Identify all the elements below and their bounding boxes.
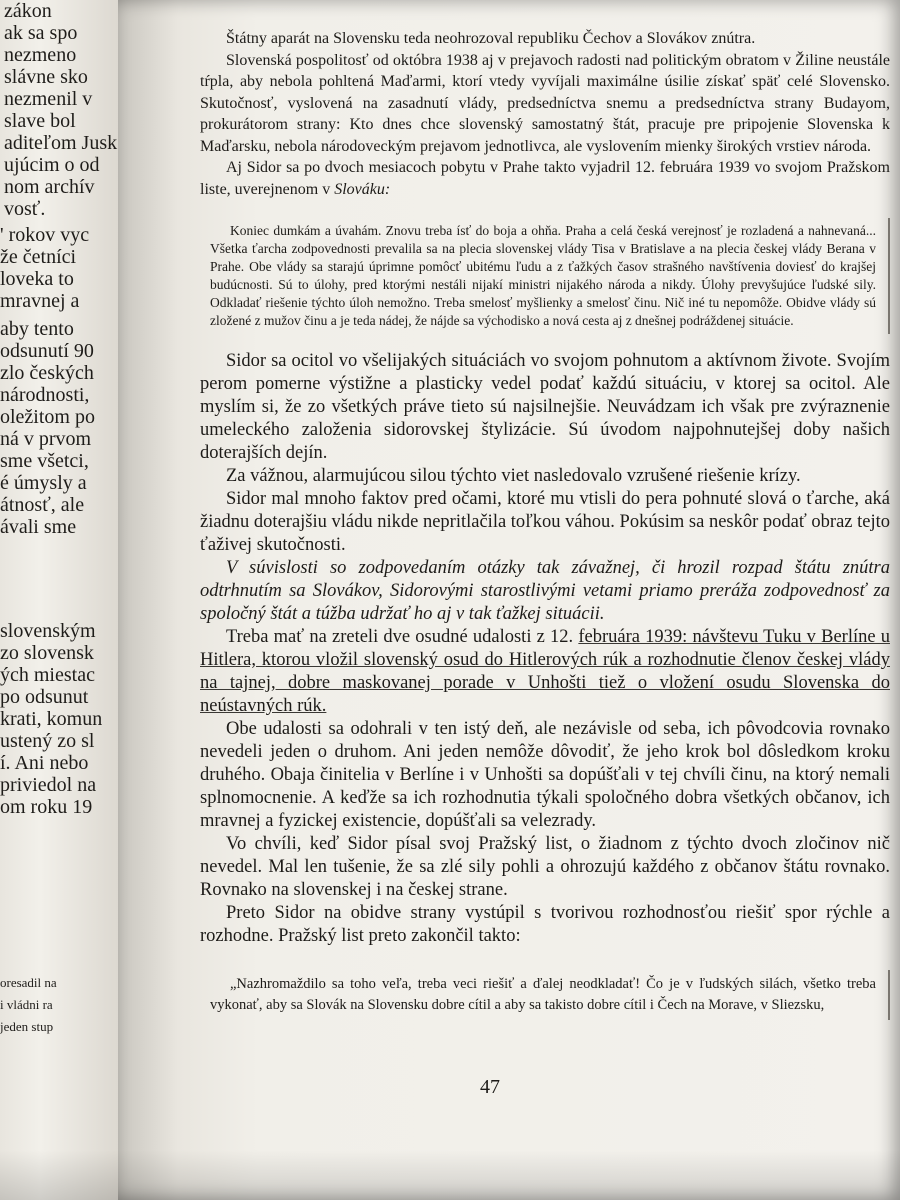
underlined-text: februára 1939: návštevu Tuku v Berlíne u Hitlera, ktorou vložil slovenský osud do Hitlerových rúk a rozhodnutie členov českej vlády na tajnej, dobre maskovanej porade v Unhošti tiež o vložení osudu Slovenska do neústavných rúk.: [200, 627, 890, 716]
left-page-line: priviedol na: [0, 774, 97, 796]
left-page-line: zákon: [4, 0, 52, 22]
left-page-line: om roku 19: [0, 796, 93, 818]
left-page-line: ustený zo sl: [0, 730, 95, 752]
left-page-line: krati, komun: [0, 708, 103, 730]
page-shadow: [0, 1150, 900, 1200]
paragraph: [200, 626, 890, 718]
left-page-line: národnosti,: [0, 384, 90, 406]
paragraph: [200, 157, 890, 200]
left-page-line: zlo českých: [0, 362, 94, 384]
events-intro: Treba mať na zreteli dve osudné udalosti z 12.: [226, 627, 579, 647]
page-text: [200, 28, 890, 1036]
left-page-line: loveka to: [0, 268, 74, 290]
left-page-line: zo slovensk: [0, 642, 94, 664]
left-page-line: aby tento: [0, 318, 74, 340]
left-page-line: sme všetci,: [0, 450, 89, 472]
quote-block: [200, 970, 890, 1020]
left-page-line: ak sa spo: [4, 22, 78, 44]
left-page-line: oresadil na: [0, 975, 57, 990]
page-number: 47: [480, 1076, 500, 1098]
left-page-line: nezmeno: [4, 44, 77, 66]
quote-text: „Nazhromaždilo sa toho veľa, treba veci riešiť a ďalej neodkladať! Čo je v ľudských silách, všetko treba vykonať, aby sa Slovák na Slovensku dobre cítil a aby sa takisto dobre cítil i Čech na Morave, v Sliezsku,: [210, 976, 876, 1013]
left-page-line: nom archív: [4, 176, 95, 198]
paragraph: Za vážnou, alarmujúcou silou týchto viet nasledovalo vzrušené riešenie krízy.: [226, 466, 801, 486]
quote-block: [200, 218, 890, 334]
paragraph: Vo chvíli, keď Sidor písal svoj Pražský list, o žiadnom z týchto dvoch zločinov nič nevedel. Mal len tušenie, že sa zlé sily pohli a ohrozujú každého z občanov štátu rovnako. Rovnako na slovenskej i na českej strane.: [200, 834, 890, 900]
quote-text: Koniec dumkám a úvahám. Znovu treba ísť do boja a ohňa. Praha a celá česká verejnosť je rozladená a nahnevaná... Všetka ťarcha zodpovednosti prevalila sa na plecia slovenskej vlády Tisa v Bratislave a na plecia českej vlády Berana v Prahe. Obe vlády sa starajú úprimne pomôcť ubitému ľudu a z ťažkých časov strašného navštívenia doviesť do krajšej budúcnosti. Sú to úlohy, pred ktorými nestáli nijakí ministri nijakého národa a nikdy. Úlohy prevyšujúce ľudské sily. Odkladať riešenie týchto úloh nemožno. Treba smelosť myšlienky a smelosť činu. Nič iné tu nepomôže. Obidve vlády sú zložené z mužov činu a je teda nádej, že nájde sa východisko a nová cesta aj z dnešnej podráždenej situácie.: [210, 223, 876, 328]
left-page-line: í. Ani nebo: [0, 752, 89, 774]
left-page-line: ávali sme: [0, 516, 77, 538]
left-page-line: ná v prvom: [0, 428, 92, 450]
left-page-line: é úmysly a: [0, 472, 87, 494]
left-page-line: aditeľom Jusk: [4, 132, 118, 154]
paragraph: Sidor mal mnoho faktov pred očami, ktoré mu vtisli do pera pohnuté slová o ťarche, aká žiadnu doterajšiu vládu nikde nepritlačila toľkou váhou. Pokúsim sa neskôr podať obraz tejto ťaživej skutočnosti.: [200, 489, 890, 555]
paragraph: Obe udalosti sa odohrali v ten istý deň, ale nezávisle od seba, ich pôvodcovia rovnako nevedeli jeden o druhom. Ani jeden nemôže dôvodiť, že jeho krok bol dôsledkom kroku druhého. Obaja činitelia v Berlíne i v Unhošti sa dopúšťali v tej chvíli činu, na ktorý nemali splnomocnenie. A keďže sa ich rozhodnutia týkali spoločného dobra všetkých občanov, ich mravnej a fyzickej existencie, dopúšťali sa velezrady.: [200, 719, 890, 831]
left-page-line: ých miestac: [0, 664, 95, 686]
left-page-line: jeden stup: [0, 1019, 54, 1034]
paragraph: Preto Sidor na obidve strany vystúpil s tvorivou rozhodnosťou riešiť spor rýchle a rozhodne. Pražský list preto zakončil takto:: [200, 903, 890, 946]
left-page-line: ' rokov vyc: [0, 224, 90, 246]
left-page-line: ujúcim o od: [4, 154, 100, 176]
newspaper-title: Slováku:: [334, 180, 391, 198]
paragraph: Štátny aparát na Slovensku teda neohrozoval republiku Čechov a Slovákov znútra.: [226, 30, 756, 47]
sidor-intro: Aj Sidor sa po dvoch mesiacoch pobytu v Prahe takto vyjadril 12. februára 1939 vo svojom Pražskom liste, uverejnenom v: [200, 159, 890, 198]
left-page-line: odsunutí 90: [0, 340, 94, 362]
italic-paragraph: V súvislosti so zodpovedaním otázky tak závažnej, či hrozil rozpad štátu znútra odtrhnutím sa Slovákov, Sidorovými starostlivými vetami priamo preráža zodpovednosť za spoločný štát a túžba udržať ho aj v tak ťažkej situácii.: [200, 558, 890, 624]
left-page-line: nezmenil v: [4, 88, 93, 110]
left-page-line: slave bol: [4, 110, 76, 132]
left-page-line: i vládni ra: [0, 997, 53, 1012]
paragraph: Slovenská pospolitosť od októbra 1938 aj v prejavoch radosti nad politickým obratom v Žiline neustále tŕpla, aby nebola pohltená Maďarmi, ktorí vtedy vyvíjali maximálne úsilie získať späť celé Slovensko. Skutočnosť, vyslovená na zasadnutí vlády, predsedníctva snemu a predsedníctva strany Budayom, prokurátorom strany: Kto dnes chce slovenský samostatný štát, pracuje pre pripojenie Slovenska k Maďarsku, nebola národoveckým prejavom jednotlivca, ale vyslovením mienky širokých vrstiev národa.: [200, 51, 890, 155]
left-page-line: átnosť, ale: [0, 494, 85, 516]
left-page-line: vosť.: [4, 198, 46, 220]
left-page-line: oležitom po: [0, 406, 95, 428]
left-page-line: po odsunut: [0, 686, 89, 708]
left-page-line: slávne sko: [4, 66, 88, 88]
left-page-line: že četníci: [0, 246, 77, 268]
left-page-line: mravnej a: [0, 290, 80, 312]
left-page-line: slovenským: [0, 620, 96, 642]
paragraph: Sidor sa ocitol vo všelijakých situáciách vo svojom pohnutom a aktívnom živote. Svojím perom pomerne výstižne a plasticky vedel podať každú situáciu, v ktorej sa ocitol. Ale myslím si, že zo všetkých práve tieto sú najsilnejšie. Neuvádzam ich však pre zvýraznenie umeleckého založenia sidorovskej štylizácie. Sú úvodom najpohnutejšej doby našich doterajších dejín.: [200, 351, 890, 463]
